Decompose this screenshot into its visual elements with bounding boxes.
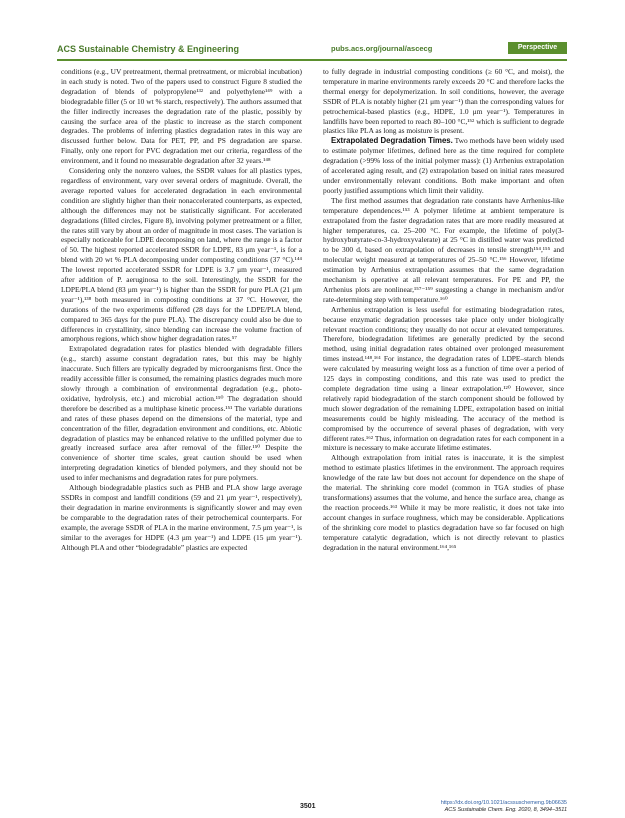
journal-citation: ACS Sustainable Chem. Eng. 2020, 8, 3494−3511 (444, 807, 567, 813)
journal-title: ACS Sustainable Chemistry & Engineering (57, 44, 240, 54)
article-type-badge: Perspective (508, 42, 567, 54)
page-number: 3501 (300, 803, 316, 810)
paragraph: to fully degrade in industrial composting conditions (≥ 60 °C, and moist), the temperature in marine environments rarely exceeds 20 °C and therefore lacks the thermal energy for depolymerization. In soil conditions, however, the average SSDR of PLA is notably higher (21 μm year⁻¹) than the corresponding values for petrochemical-based plastics (e.g., HDPE, 1.0 μm year⁻¹). Temperatures in landfills have been reported to reach 80–100 °C,¹⁵² which is sufficient to degrade plastics like PLA as long as moisture is present. (323, 67, 564, 136)
right-column (323, 67, 564, 552)
paragraph: The first method assumes that degradation rate constants have Arrhenius-like temperature dependences.¹⁵³ A polymer lifetime at ambient temperature is extrapolated from the faster degradation rates that are more readily measured at higher temperatures, ca. 25–200 °C. For example, the lifetime of poly(3-hydroxybutyrate-co-3-hydroxyvalerate) at 25 °C in distilled water was predicted to be 300 d, based on extrapolation of decreases in tensile strength¹⁵⁴,¹⁵⁵ and molecular weight measured at temperatures of 25–50 °C.¹⁵⁶ However, lifetime estimation by Arrhenius extrapolation assumes that the same degradation mechanism is operative at all relevant temperatures. For PE and PP, the Arrhenius plots are nonlinear,¹⁵⁷⁻¹⁵⁹ suggesting a change in mechanism and/or rate-determining step with temperature.¹⁶⁰ (323, 195, 564, 304)
doi-link[interactable]: https://dx.doi.org/10.1021/acssuschemeng.9b06635 (440, 800, 567, 806)
paragraph: conditions (e.g., UV pretreatment, thermal pretreatment, or microbial incubation) in each study is noted. Two of the papers used to construct Figure 8 studied the degradation of blends of polypropylene¹³² and polyethylene¹⁴⁹ with a biodegradable filler (5 or 10 wt % starch, respectively). The authors assumed that the filler indirectly increases the degradation rate of the plastic, possibly by causing the surface area of the plastic to increase as the starch component degrades. The problems of inferring plastics degradation rates in this way are discussed further below. Data for PET, PP, and PS degradation are sparse. Finally, only one report for PVC degradation met our criteria, regardless of the environment, and it found no measurable degradation after 32 years.¹⁴⁸ (61, 67, 302, 166)
paragraph: Although biodegradable plastics such as PHB and PLA show large average SSDRs in compost and landfill conditions (59 and 21 μm year⁻¹, respectively), their degradation in marine environments is significantly slower and may even be comparable to the degradation rates of their petrochemical counterparts. For example, the average SSDR of PLA in the marine environment, 7.5 μm year⁻¹, is similar to the averages for HDPE (4.3 μm year⁻¹) and LDPE (15 μm year⁻¹). Although PLA and other “biodegradable” plastics are expected (61, 483, 302, 552)
journal-url[interactable]: pubs.acs.org/journal/ascecg (331, 44, 433, 53)
footer-citation (441, 800, 567, 814)
paragraph: Considering only the nonzero values, the SSDR values for all plastics types, regardless of environment, vary over several orders of magnitude. Overall, the average reported values for accelerated degradation in each environmental condition are slightly higher than their nonaccelerated counterparts, as expected, although the differences may not be statistically significant. For accelerated degradations (filled circles, Figure 8), involving polymer pretreatment or a filler, the rates still vary by about an order of magnitude in most cases. The variation is especially noticeable for LDPE decomposing on land, where the range is a factor of 50. The highest reported accelerated SSDR for LDPE, 83 μm year⁻¹, is for a blend with 20 wt % PLA decomposing under composting conditions (37 °C).¹⁴⁴ The lowest reported accelerated SSDR for LDPE is 3.7 μm year⁻¹, measured after addition of P. aeruginosa to the soil. Interestingly, the SSDR for the LDPE/PLA blend (83 μm year⁻¹) is higher than the SSDR for pure PLA (21 μm year⁻¹),¹³⁸ both measured in composting conditions at 37 °C. However, the durations of the two experiments differed (28 days for the LDPE/PLA blend, compared to 365 days for the pure PLA). The discrepancy could also be due to differences in crystallinity, since blending can increase the volume fraction of amorphous regions, which show higher degradation rates.⁵⁷ (61, 166, 302, 344)
paragraph: Extrapolated degradation rates for plastics blended with degradable fillers (e.g., starch) assume constant degradation rates, but this may be highly inaccurate. Such fillers are typically degraded by microorganisms first. Once the readily accessible filler is consumed, the remaining plastics degrades much more slowly through a combination of environmental degradation (e.g., photo-oxidative, hydrolysis, etc.) and microbial action.¹⁵⁰ The degradation should therefore be described as a multiphase kinetic process.¹⁵¹ The variable durations and rates of these phases depend on the dimensions of the material, type and concentration of the filler, degradation environment and conditions, etc. Abiotic degradation of plastics may be enhanced relative to the unfilled polymer due to greatly increased surface area after removal of the filler.¹⁵⁰ Despite the convenience of shorter time scales, great caution should be used when interpreting degradation kinetics of blended polymers, and they should not be used to infer mechanisms and degradation rates for pure polymers. (61, 344, 302, 483)
section-text: Two methods have been widely used to estimate polymer lifetimes, defined here as the time required for complete degradation (>99% loss of the initial polymer mass): (1) Arrhenius extrapolation of accelerated aging result, and (2) extrapolation based on initial rates measured under environmentally relevant conditions. Both make important and often poorly justified assumptions which limit their validity. (323, 136, 564, 195)
section-paragraph (323, 136, 564, 195)
left-column (61, 67, 302, 552)
section-heading: Extrapolated Degradation Times. (331, 136, 453, 146)
page-header (57, 44, 567, 58)
paragraph: Arrhenius extrapolation is less useful for estimating biodegradation rates, because enzymatic degradation processes take place only under biologically relevant reaction conditions; they usually do not occur at elevated temperatures. Therefore, biodegradation lifetimes are generally predicted by the second method, using initial degradation rates obtained over prolonged measurement times instead.¹⁴⁸,¹⁶¹ For instance, the degradation rates of LDPE–starch blends were calculated by measuring weight loss as a function of time over a period of 125 days in composting conditions, and this rate was used to predict the complete degradation time using a linear extrapolation.¹²⁰ However, since relatively rapid biodegradation of the starch component should be followed by much slower degradation of the remaining LDPE, extrapolation based on initial measurements could be highly misleading. The accuracy of the method is compromised by the occurrence of several phases of degradation, with very different rates.¹⁶² Thus, information on degradation rates for each component in a mixture is necessary to make accurate lifetime estimates. (323, 304, 564, 453)
paragraph: Although extrapolation from initial rates is inaccurate, it is the simplest method to estimate plastics lifetimes in the environment. The approach requires knowledge of the rate law but does not account for dependence on the shape of the material. The shrinking core model (common in TGA studies of phase transformations) assumes that the volume, and hence the surface area, change as the reaction proceeds.¹⁶³ While it may be more realistic, it does not take into account changes in surface roughness, which may be considerable. Applications of the shrinking core model to plastics degradation have so far focused on high temperature catalytic degradation, which is not directly relevant to plastics degradation in the natural environment.¹⁶⁴,¹⁶⁵ (323, 453, 564, 552)
header-rule (57, 59, 567, 61)
